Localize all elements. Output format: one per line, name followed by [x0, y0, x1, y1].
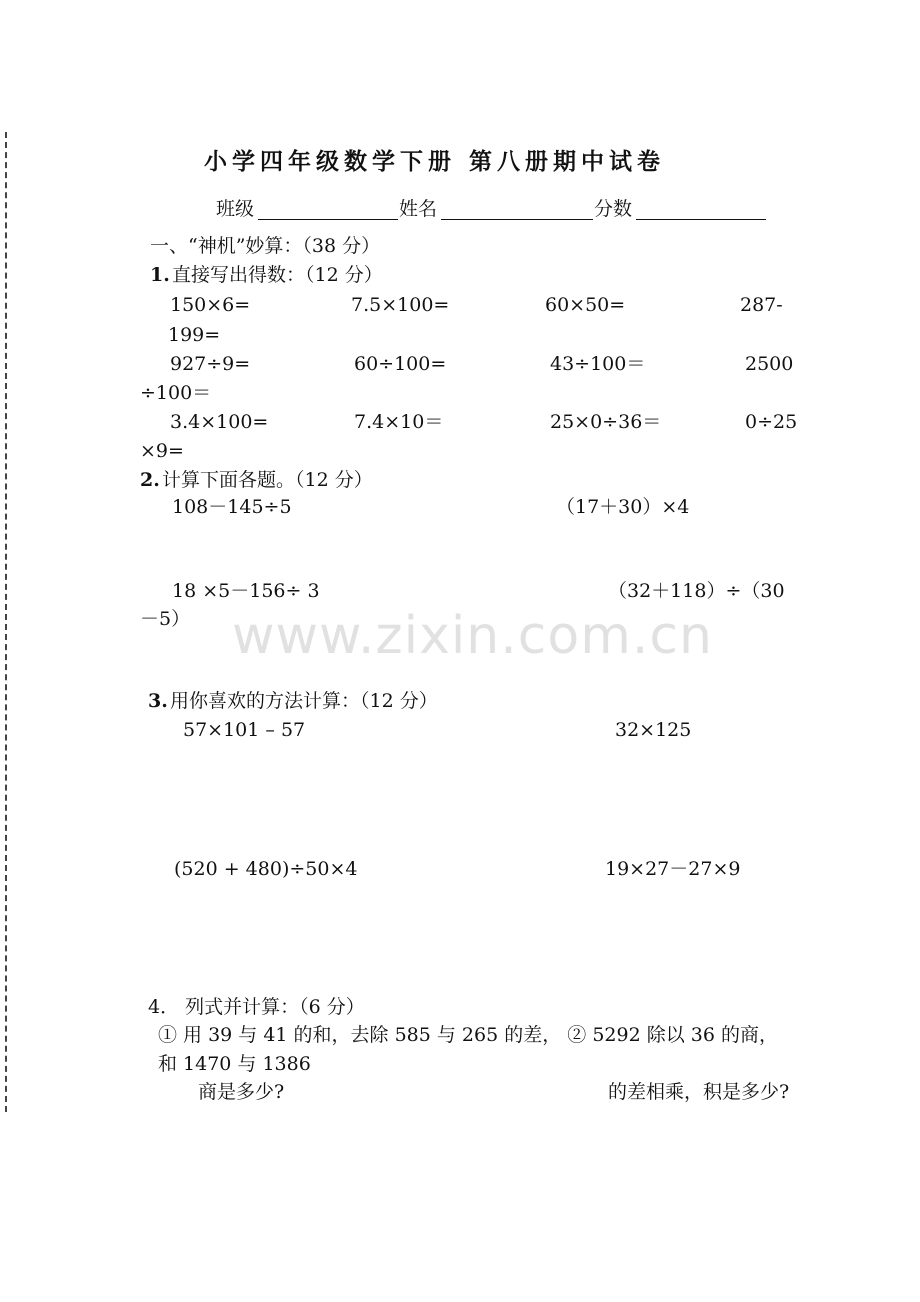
name-blank[interactable] — [441, 219, 593, 220]
score-blank[interactable] — [636, 219, 766, 220]
q1-item: 927÷9= — [170, 353, 251, 375]
q3-problem: (520 + 480)÷50×4 — [174, 858, 358, 880]
binding-cut-line — [5, 132, 7, 1112]
q2-number: 2. — [140, 469, 160, 491]
q1-item-wrap: ÷100＝ — [140, 382, 212, 404]
q4-heading: 4． 列式并计算：（6 分） — [148, 996, 365, 1018]
q4-right-tail: 的差相乘，积是多少? — [608, 1081, 790, 1103]
q1-item: 3.4×100= — [170, 411, 269, 433]
q2-problem: 18 ×5－156÷ 3 — [172, 580, 320, 602]
q4-line: 和 1470 与 1386 — [158, 1053, 311, 1075]
q2-problem: （32＋118）÷（30 — [608, 580, 785, 602]
q1-item: 0÷25 — [745, 411, 798, 433]
q1-item: 287- — [740, 294, 783, 316]
q1-item: 150×6= — [170, 294, 251, 316]
q1-item: 25×0÷36＝ — [550, 411, 662, 433]
q1-number: 1. — [150, 264, 170, 286]
class-blank[interactable] — [258, 219, 398, 220]
watermark: www.zixin.com.cn — [232, 606, 713, 666]
name-label: 姓名 — [399, 198, 438, 220]
q2-heading: 计算下面各题。（12 分） — [162, 469, 373, 491]
q1-item: 60×50= — [545, 294, 626, 316]
q3-problem: 32×125 — [615, 719, 692, 741]
q1-item: 60÷100= — [354, 353, 447, 375]
score-label: 分数 — [594, 198, 633, 220]
q1-heading: 直接写出得数：（12 分） — [172, 264, 383, 286]
q2-problem: 108－145÷5 — [172, 496, 292, 518]
q3-problem: 57×101 – 57 — [183, 719, 306, 741]
q1-item: 7.5×100= — [351, 294, 450, 316]
q3-heading: 用你喜欢的方法计算：（12 分） — [170, 690, 438, 712]
q2-problem: （17＋30）×4 — [556, 496, 690, 518]
q3-problem: 19×27－27×9 — [605, 858, 741, 880]
q4-left-tail: 商是多少? — [198, 1081, 285, 1103]
page-title: 小学四年级数学下册 第八册期中试卷 — [204, 148, 666, 175]
class-label: 班级 — [216, 198, 255, 220]
q1-item-wrap: 199= — [168, 324, 221, 346]
q1-item: 7.4×10＝ — [354, 411, 444, 433]
q1-item: 43÷100＝ — [550, 353, 646, 375]
section-heading: 一、“神机”妙算：（38 分） — [150, 235, 381, 257]
q1-item: 2500 — [745, 353, 794, 375]
q3-number: 3. — [148, 690, 168, 712]
q4-line: ① 用 39 与 41 的和，去除 585 与 265 的差， ② 5292 除以 36 的商， — [158, 1024, 778, 1046]
q1-item-wrap: ×9= — [140, 440, 184, 462]
q2-problem-wrap: －5） — [140, 608, 191, 630]
